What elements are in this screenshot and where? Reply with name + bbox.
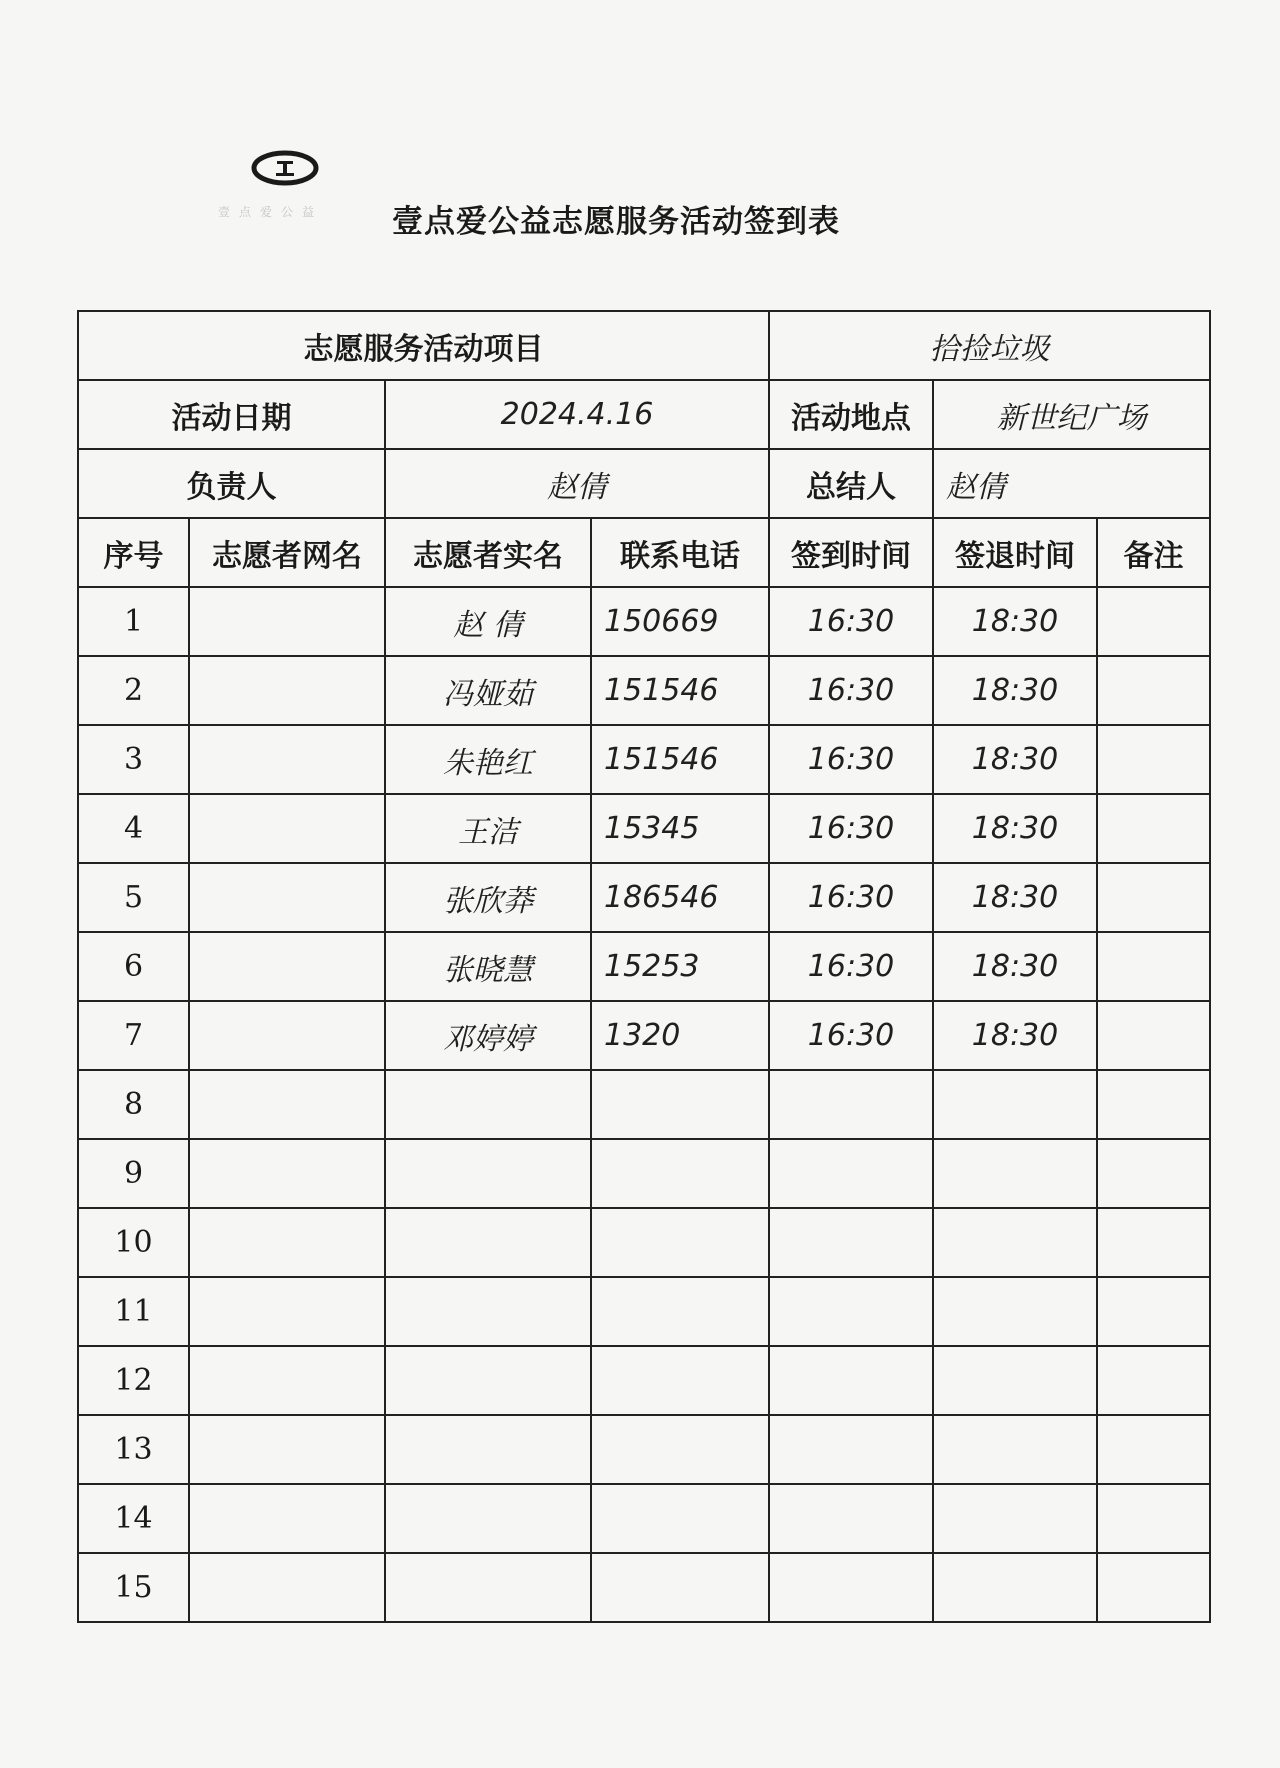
cell-sign-out [933,1139,1097,1208]
cell-note [1097,932,1210,1001]
table-row [78,1139,1210,1208]
cell-real-name: 朱艳红 [385,725,591,794]
cell-seq: 6 [78,932,189,1001]
cell-phone: 150669 [591,587,769,656]
cell-sign-in [769,1277,933,1346]
cell-net-name [189,1001,385,1070]
cell-seq: 12 [78,1346,189,1415]
header-note: 备注 [1097,518,1210,587]
header-seq: 序号 [78,518,189,587]
cell-note [1097,1346,1210,1415]
cell-sign-out: 18:30 [933,656,1097,725]
cell-note [1097,1139,1210,1208]
cell-real-name [385,1415,591,1484]
header-sign-in: 签到时间 [769,518,933,587]
table-row [78,1346,1210,1415]
cell-seq: 10 [78,1208,189,1277]
date-label: 活动日期 [78,380,385,449]
cell-net-name [189,932,385,1001]
cell-net-name [189,1208,385,1277]
location-value: 新世纪广场 [933,380,1210,449]
cell-seq: 8 [78,1070,189,1139]
cell-note [1097,1553,1210,1622]
organization-logo-icon [250,148,320,188]
cell-net-name [189,656,385,725]
cell-sign-in: 16:30 [769,1001,933,1070]
cell-sign-out [933,1346,1097,1415]
cell-sign-in [769,1415,933,1484]
table-row [78,1001,1210,1070]
cell-net-name [189,1139,385,1208]
cell-net-name [189,863,385,932]
cell-real-name [385,1484,591,1553]
cell-seq: 15 [78,1553,189,1622]
cell-sign-out: 18:30 [933,863,1097,932]
cell-phone [591,1553,769,1622]
cell-real-name [385,1553,591,1622]
cell-seq: 13 [78,1415,189,1484]
cell-sign-in: 16:30 [769,863,933,932]
cell-sign-out: 18:30 [933,587,1097,656]
summarizer-label: 总结人 [769,449,933,518]
cell-seq: 2 [78,656,189,725]
cell-real-name [385,1277,591,1346]
cell-phone: 15253 [591,932,769,1001]
cell-phone: 1320 [591,1001,769,1070]
table-row [78,1070,1210,1139]
table-row [78,587,1210,656]
cell-phone [591,1346,769,1415]
cell-net-name [189,794,385,863]
cell-note [1097,794,1210,863]
header-real-name: 志愿者实名 [385,518,591,587]
cell-real-name: 邓婷婷 [385,1001,591,1070]
cell-net-name [189,1415,385,1484]
cell-sign-in [769,1139,933,1208]
cell-net-name [189,1484,385,1553]
cell-seq: 7 [78,1001,189,1070]
cell-net-name [189,1553,385,1622]
leader-label: 负责人 [78,449,385,518]
cell-sign-out: 18:30 [933,1001,1097,1070]
cell-sign-in [769,1070,933,1139]
cell-real-name: 冯娅茹 [385,656,591,725]
cell-real-name: 张欣莽 [385,863,591,932]
header-phone: 联系电话 [591,518,769,587]
cell-phone [591,1484,769,1553]
project-row [78,311,1210,380]
header-sign-out: 签退时间 [933,518,1097,587]
cell-sign-out [933,1484,1097,1553]
cell-sign-out [933,1208,1097,1277]
cell-net-name [189,1070,385,1139]
cell-sign-in [769,1484,933,1553]
date-location-row [78,380,1210,449]
cell-net-name [189,725,385,794]
leader-value: 赵倩 [385,449,769,518]
cell-real-name [385,1139,591,1208]
cell-sign-out [933,1415,1097,1484]
cell-phone: 151546 [591,656,769,725]
cell-real-name: 王洁 [385,794,591,863]
cell-sign-out [933,1070,1097,1139]
cell-seq: 9 [78,1139,189,1208]
cell-sign-in: 16:30 [769,725,933,794]
column-header-row [78,518,1210,587]
header-net-name: 志愿者网名 [189,518,385,587]
table-row [78,794,1210,863]
cell-seq: 5 [78,863,189,932]
cell-sign-out: 18:30 [933,725,1097,794]
cell-net-name [189,587,385,656]
cell-note [1097,725,1210,794]
cell-sign-in: 16:30 [769,794,933,863]
cell-net-name [189,1277,385,1346]
cell-seq: 1 [78,587,189,656]
cell-phone: 151546 [591,725,769,794]
table-row [78,725,1210,794]
cell-sign-out: 18:30 [933,794,1097,863]
leader-summarizer-row [78,449,1210,518]
document-title: 壹点爱公益志愿服务活动签到表 [392,204,840,240]
cell-note [1097,863,1210,932]
cell-net-name [189,1346,385,1415]
cell-note [1097,1415,1210,1484]
cell-note [1097,1484,1210,1553]
cell-note [1097,587,1210,656]
cell-sign-out [933,1277,1097,1346]
logo-caption: 壹点爱公益 [218,205,324,219]
table-row [78,863,1210,932]
cell-seq: 4 [78,794,189,863]
cell-note [1097,1208,1210,1277]
cell-sign-in: 16:30 [769,587,933,656]
table-row [78,1553,1210,1622]
cell-sign-in [769,1208,933,1277]
cell-real-name [385,1346,591,1415]
cell-phone [591,1277,769,1346]
cell-seq: 3 [78,725,189,794]
cell-real-name: 赵 倩 [385,587,591,656]
cell-phone [591,1208,769,1277]
table-row [78,656,1210,725]
cell-phone: 15345 [591,794,769,863]
cell-sign-in: 16:30 [769,932,933,1001]
cell-real-name [385,1070,591,1139]
cell-sign-out [933,1553,1097,1622]
cell-sign-out: 18:30 [933,932,1097,1001]
cell-note [1097,1001,1210,1070]
table-row [78,932,1210,1001]
cell-note [1097,656,1210,725]
table-row [78,1484,1210,1553]
sign-in-sheet [77,310,1211,1623]
summarizer-value: 赵倩 [933,449,1210,518]
cell-seq: 14 [78,1484,189,1553]
project-value: 拾捡垃圾 [769,311,1210,380]
cell-phone [591,1415,769,1484]
cell-sign-in: 16:30 [769,656,933,725]
cell-note [1097,1070,1210,1139]
cell-phone [591,1070,769,1139]
table-row [78,1277,1210,1346]
cell-real-name [385,1208,591,1277]
cell-note [1097,1277,1210,1346]
cell-phone: 186546 [591,863,769,932]
date-value: 2024.4.16 [385,380,769,449]
cell-phone [591,1139,769,1208]
cell-sign-in [769,1346,933,1415]
cell-real-name: 张晓慧 [385,932,591,1001]
table-row [78,1415,1210,1484]
project-label: 志愿服务活动项目 [78,311,769,380]
location-label: 活动地点 [769,380,933,449]
table-row [78,1208,1210,1277]
cell-seq: 11 [78,1277,189,1346]
cell-sign-in [769,1553,933,1622]
